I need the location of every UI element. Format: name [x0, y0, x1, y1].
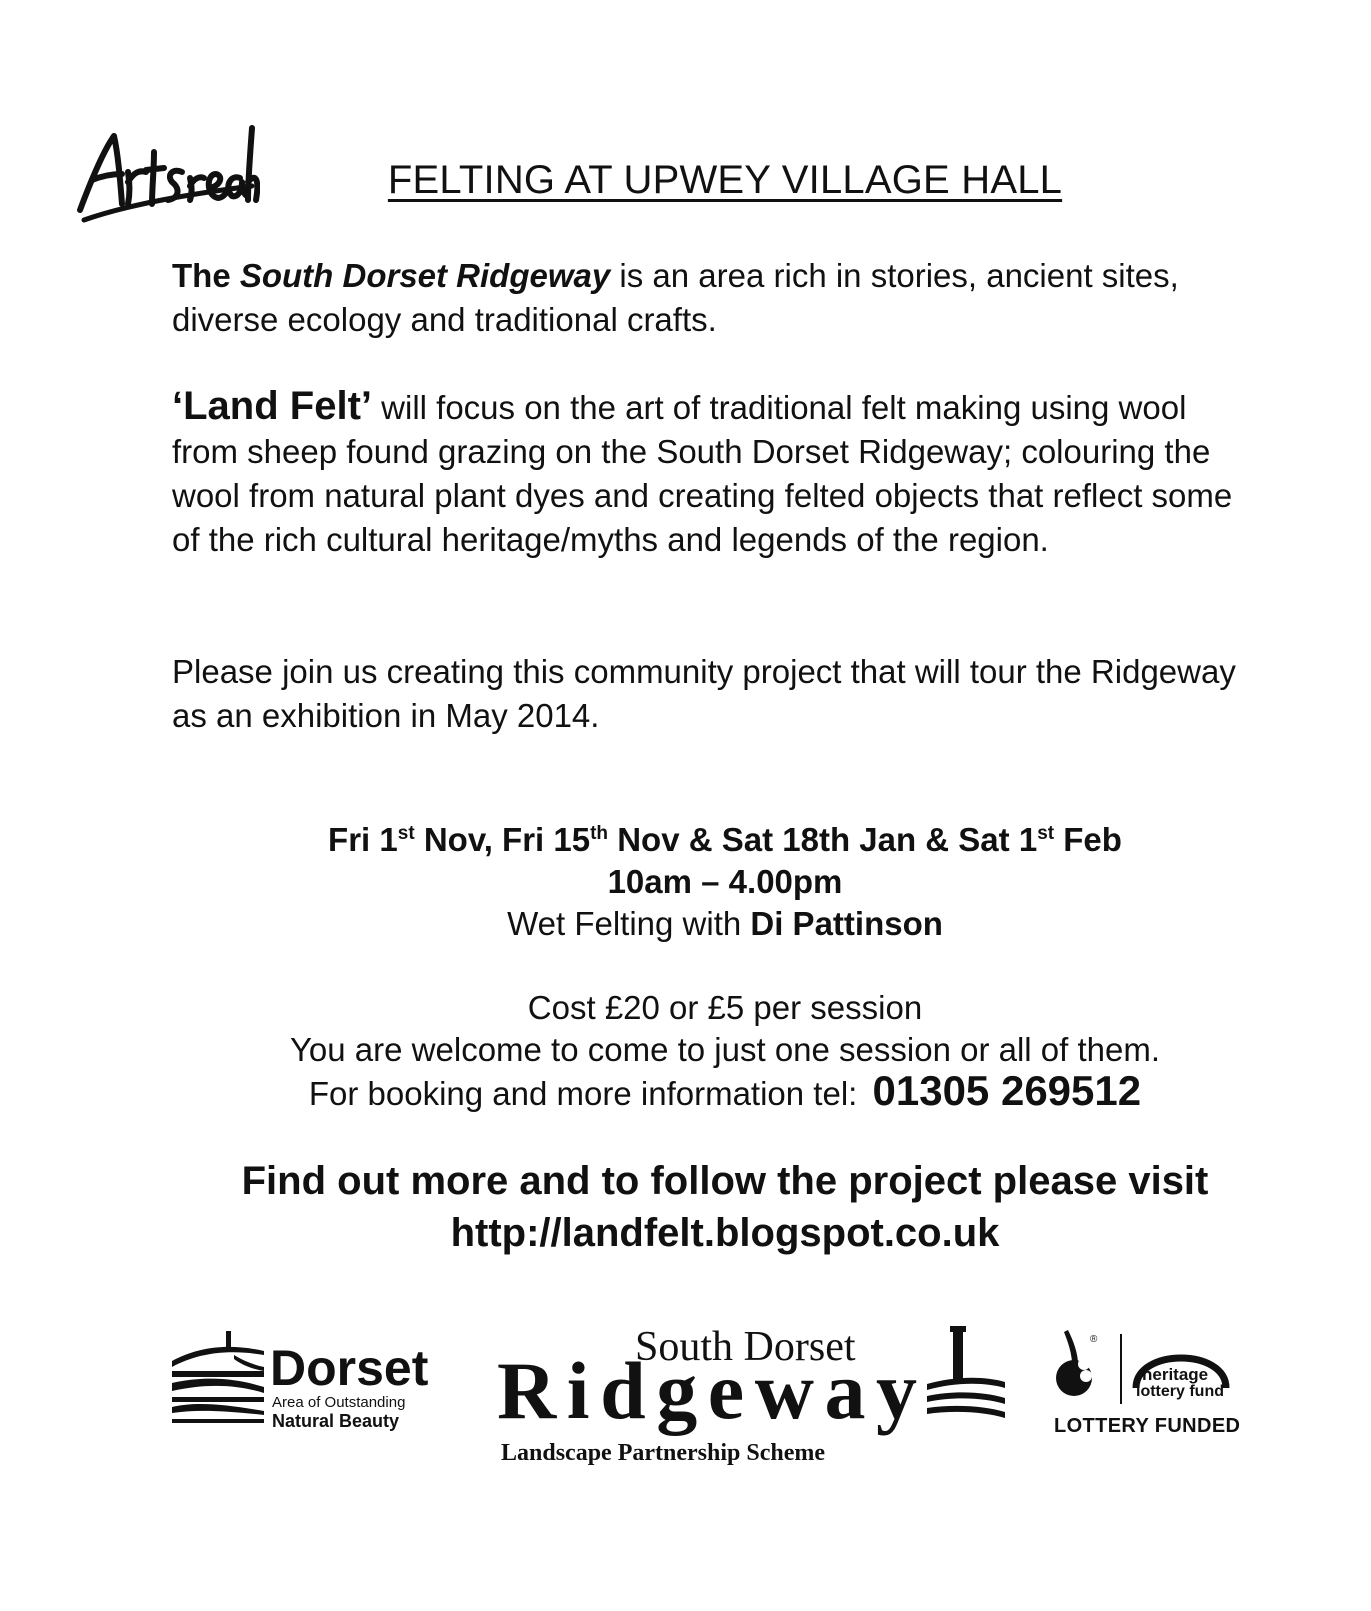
welcome-line: You are welcome to come to just one session or all of them. [289, 1031, 1161, 1068]
land-felt-paragraph [172, 384, 1252, 562]
workshop-line [150, 902, 1300, 945]
session-dates: Fri 1st Nov, Fri 15th Nov & Sat 18th Jan & Sat 1st Feb [328, 821, 1122, 858]
workshop-label: Wet Felting with [507, 905, 751, 942]
lottery-line2: lottery fund [1136, 1383, 1224, 1400]
ridgeway-top: South Dorset [635, 1324, 856, 1370]
ridgeway-logo [495, 1320, 1015, 1470]
workshop-tutor: Di Pattinson [750, 905, 943, 942]
ridgeway-sub: Landscape Partnership Scheme [501, 1440, 825, 1466]
intro-place: South Dorset Ridgeway [239, 257, 611, 294]
booking-line [150, 1066, 1300, 1119]
lottery-hand-icon [1056, 1330, 1098, 1396]
dorset-line2: Natural Beauty [272, 1411, 400, 1431]
find-out-more [150, 1155, 1300, 1259]
dorset-aonb-logo [168, 1325, 458, 1440]
land-felt-rest: will focus on the art of traditional felt making using wool from sheep found grazing on the South Dorset Ridgeway; colouring the wool from natural plant dyes and creating felted objects that reflect some of the rich cultural heritage/myths and legends of the region. [172, 389, 1233, 558]
heritage-lottery-logo [1050, 1328, 1250, 1443]
dorset-line1: Area of Outstanding [272, 1394, 406, 1411]
dorset-name: Dorset [270, 1340, 429, 1396]
ridgeway-main: Ridgeway [497, 1345, 917, 1436]
booking-phone: 01305 269512 [872, 1067, 1142, 1114]
join-paragraph: Please join us creating this community project that will tour the Ridgeway as an exhibition in May 2014. [172, 653, 1236, 734]
intro-the: The [172, 257, 231, 294]
cost-line: Cost £20 or £5 per session [527, 989, 923, 1026]
session-time: 10am – 4.00pm [607, 863, 843, 900]
lottery-caption: LOTTERY FUNDED [1054, 1415, 1240, 1437]
intro-rest: is an area rich in stories, ancient sites, diverse ecology and traditional crafts. [172, 257, 1179, 338]
page-title: FELTING AT UPWEY VILLAGE HALL [387, 158, 1063, 202]
land-felt-name: ‘Land Felt’ [172, 384, 372, 428]
ridgeway-monument-icon [927, 1326, 1005, 1418]
find-out-text: Find out more and to follow the project please visit [241, 1159, 1209, 1203]
intro-paragraph [172, 254, 1252, 342]
project-url[interactable]: http://landfelt.blogspot.co.uk [450, 1211, 1000, 1255]
lottery-line1: heritage [1142, 1365, 1209, 1384]
booking-label: For booking and more information tel: [308, 1075, 858, 1112]
svg-text:®: ® [1090, 1334, 1098, 1345]
